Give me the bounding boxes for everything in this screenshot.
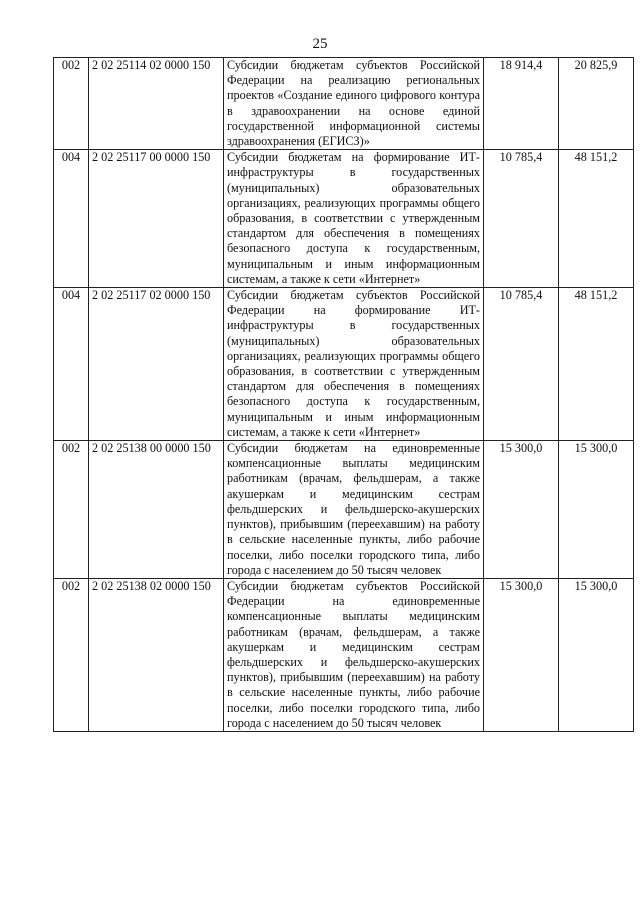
amount-year2-cell: 48 151,2 bbox=[559, 150, 634, 288]
admin-code-cell: 004 bbox=[54, 288, 89, 441]
revenue-name-cell: Субсидии бюджетам субъектов Российской Федерации на реализацию региональных проектов «Создание единого цифрового контура в здравоохранении на основе единой государственной информационной системы здравоохранения (ЕГИСЗ)» bbox=[224, 58, 484, 150]
revenue-name-cell: Субсидии бюджетам субъектов Российской Федерации на формирование ИТ-инфраструктуры в государственных (муниципальных) образовательных организациях, реализующих программы общего образования, в соответствии с утвержденным стандартом для обеспечения в помещениях безопасного доступа к государственным, муниципальным и иным информационным системам, а также к сети «Интернет» bbox=[224, 288, 484, 441]
budget-code-cell: 2 02 25114 02 0000 150 bbox=[89, 58, 224, 150]
amount-year2-cell: 20 825,9 bbox=[559, 58, 634, 150]
table-row bbox=[54, 288, 634, 441]
amount-year1-cell: 18 914,4 bbox=[484, 58, 559, 150]
amount-year1-cell: 10 785,4 bbox=[484, 150, 559, 288]
page-number: 25 bbox=[312, 36, 328, 52]
table-row bbox=[54, 441, 634, 579]
budget-code-cell: 2 02 25117 00 0000 150 bbox=[89, 150, 224, 288]
amount-year2-cell: 15 300,0 bbox=[559, 578, 634, 731]
revenue-name-cell: Субсидии бюджетам на единовременные компенсационные выплаты медицинским работникам (врачам, фельдшерам, а также акушеркам и медицинским сестрам фельдшерских и фельдшерско-акушерских пунктов), прибывшим (переехавшим) на работу в сельские населенные пункты, либо рабочие поселки, либо поселки городского типа, либо города с населением до 50 тысяч человек bbox=[224, 441, 484, 579]
amount-year1-cell: 15 300,0 bbox=[484, 441, 559, 579]
admin-code-cell: 004 bbox=[54, 150, 89, 288]
table-row bbox=[54, 150, 634, 288]
admin-code-cell: 002 bbox=[54, 578, 89, 731]
revenue-name-cell: Субсидии бюджетам на формирование ИТ-инфраструктуры в государственных (муниципальных) образовательных организациях, реализующих программы общего образования, в соответствии с утвержденным стандартом для обеспечения в помещениях безопасного доступа к государственным, муниципальным и иным информационным системам, а также к сети «Интернет» bbox=[224, 150, 484, 288]
revenue-name-cell: Субсидии бюджетам субъектов Российской Федерации на единовременные компенсационные выплаты медицинским работникам (врачам, фельдшерам, а также акушеркам и медицинским сестрам фельдшерских и фельдшерско-акушерских пунктов), прибывшим (переехавшим) на работу в сельские населенные пункты, либо рабочие поселки, либо поселки городского типа, либо города с населением до 50 тысяч человек bbox=[224, 578, 484, 731]
table-row bbox=[54, 58, 634, 150]
budget-code-cell: 2 02 25117 02 0000 150 bbox=[89, 288, 224, 441]
amount-year1-cell: 10 785,4 bbox=[484, 288, 559, 441]
budget-table bbox=[53, 57, 634, 732]
admin-code-cell: 002 bbox=[54, 441, 89, 579]
admin-code-cell: 002 bbox=[54, 58, 89, 150]
budget-code-cell: 2 02 25138 00 0000 150 bbox=[89, 441, 224, 579]
amount-year2-cell: 48 151,2 bbox=[559, 288, 634, 441]
table-row bbox=[54, 578, 634, 731]
budget-code-cell: 2 02 25138 02 0000 150 bbox=[89, 578, 224, 731]
amount-year2-cell: 15 300,0 bbox=[559, 441, 634, 579]
amount-year1-cell: 15 300,0 bbox=[484, 578, 559, 731]
